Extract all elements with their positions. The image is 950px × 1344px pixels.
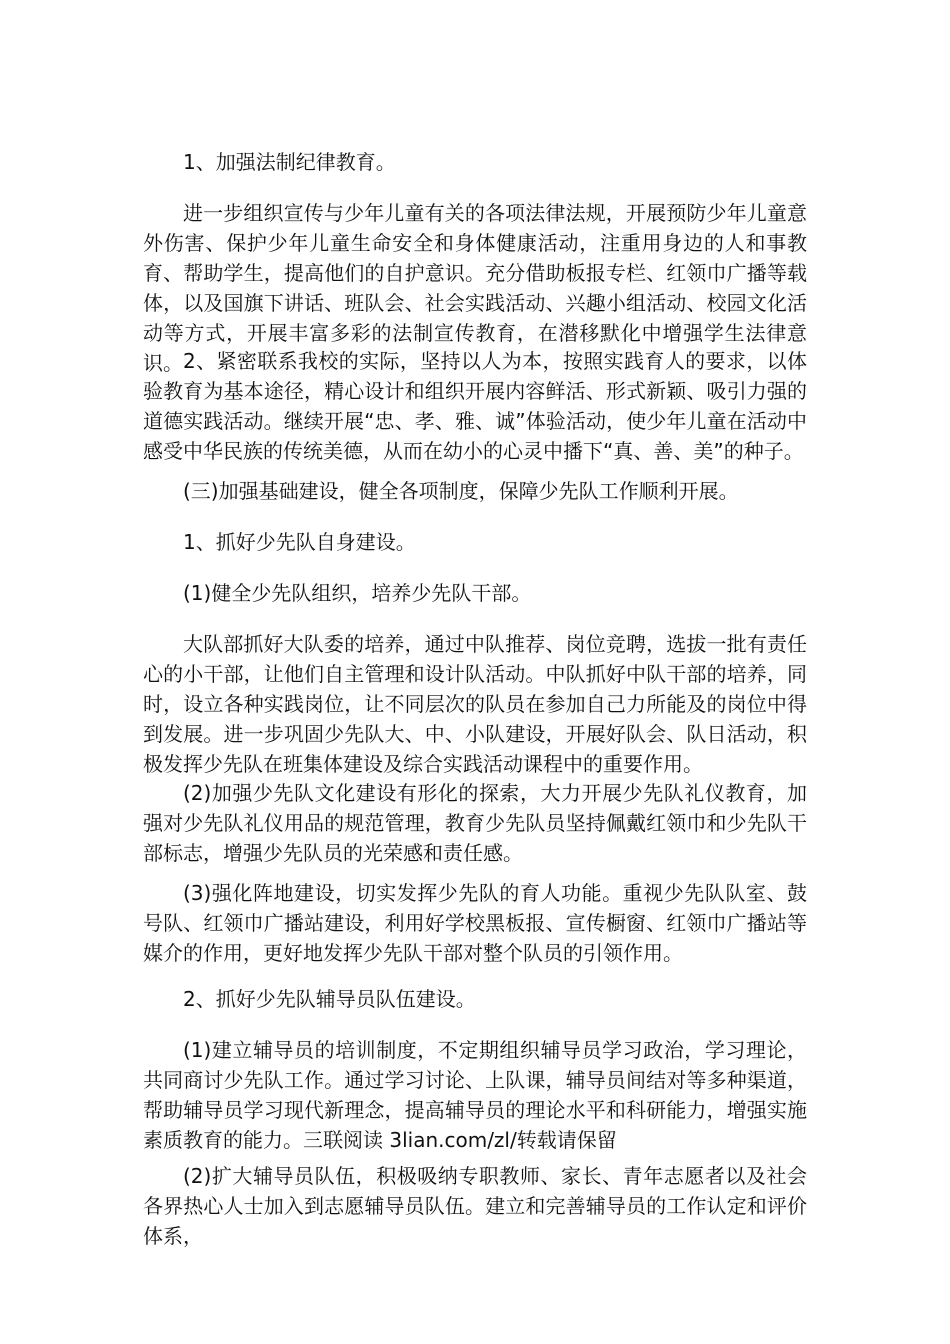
paragraph-counselor-training: (1)建立辅导员的培训制度，不定期组织辅导员学习政治，学习理论，共同商讨少先队工作。通过学习讨论、上队课，辅导员间结对等多种渠道，帮助辅导员学习现代新理念，提高辅导员的理论水平和科研能力，增强实施素质教育的能力。三联阅读 3lian.com/zl/转载请保留 — [143, 1038, 807, 1152]
paragraph-position-construction: (3)强化阵地建设，切实发挥少先队的育人功能。重视少先队队室、鼓号队、红领巾广播站建设，利用好学校黑板报、宣传橱窗、红领巾广播站等媒介的作用，更好地发挥少先队干部对整个队员的引领作用。 — [143, 881, 807, 965]
paragraph-counselor-heading: 2、抓好少先队辅导员队伍建设。 — [183, 987, 476, 1011]
paragraph-counselor-expansion: (2)扩大辅导员队伍，积极吸纳专职教师、家长、青年志愿者以及社会各界热心人士加入到志愿辅导员队伍。建立和完善辅导员的工作认定和评价体系， — [143, 1164, 807, 1248]
paragraph-law-publicity: 进一步组织宣传与少年儿童有关的各项法律法规，开展预防少年儿童意外伤害、保护少年儿童生命安全和身体健康活动，注重用身边的人和事教育、帮助学生，提高他们的自护意识。充分借助板报专栏、红领巾广播等载体，以及国旗下讲话、班队会、社会实践活动、兴趣小组活动、校园文化活动等方式，开展丰富多彩的法制宣传教育，在潜移默化中增强学生法律意识。 — [143, 201, 807, 375]
paragraph-self-construction-heading: 1、抓好少先队自身建设。 — [183, 530, 416, 554]
paragraph-culture-construction: (2)加强少先队文化建设有形化的探索，大力开展少先队礼仪教育，加强对少先队礼仪用品的规范管理，教育少先队员坚持佩戴红领巾和少先队干部标志，增强少先队员的光荣感和责任感。 — [143, 781, 807, 865]
paragraph-practice-education: 2、紧密联系我校的实际，坚持以人为本，按照实践育人的要求，以体验教育为基本途径，精心设计和组织开展内容鲜活、形式新颖、吸引力强的道德实践活动。继续开展“忠、孝、雅、诚”体验活动，使少年儿童在活动中感受中华民族的传统美德，从而在幼小的心灵中播下“真、善、美”的种子。 — [143, 349, 807, 463]
paragraph-brigade-training: 大队部抓好大队委的培养，通过中队推荐、岗位竞聘，选拔一批有责任心的小干部，让他们自主管理和设计队活动。中队抓好中队干部的培养，同时，设立各种实践岗位，让不同层次的队员在参加自己力所能及的岗位中得到发展。进一步巩固少先队大、中、小队建设，开展好队会、队日活动，积极发挥少先队在班集体建设及综合实践活动课程中的重要作用。 — [143, 632, 807, 776]
paragraph-law-education-heading: 1、加强法制纪律教育。 — [183, 150, 396, 174]
paragraph-section-three-heading: (三)加强基础建设，健全各项制度，保障少先队工作顺利开展。 — [183, 479, 739, 503]
paragraph-organization-heading: (1)健全少先队组织，培养少先队干部。 — [183, 581, 532, 605]
